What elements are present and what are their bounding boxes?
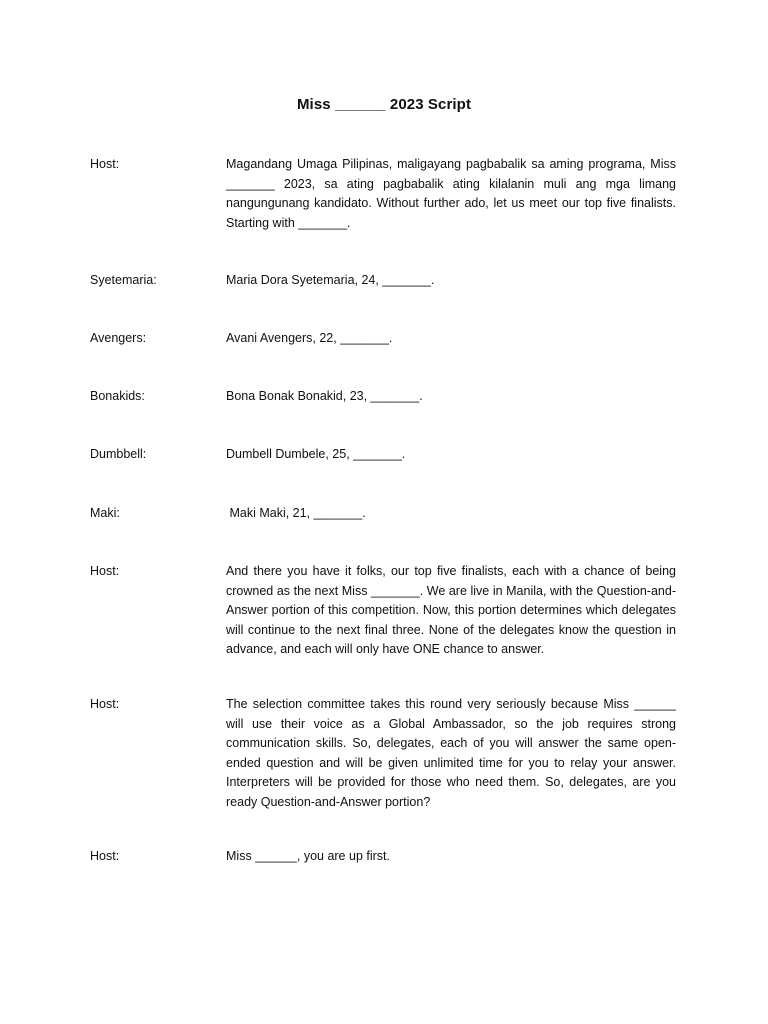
- dialogue-text: And there you have it folks, our top five finalists, each with a chance of being crowned as the next Miss _______. We are live in Manila, with the Question-and-Answer portion of this competition. Now, this portion determines which delegates will continue to the next final three. None of the delegates know the question in advance, and each will only have ONE chance to answer.: [226, 564, 676, 656]
- dialogue-text: Maria Dora Syetemaria, 24, _______.: [226, 273, 435, 287]
- dialogue-text: Miss ______, you are up first.: [226, 849, 390, 863]
- dialogue-text: The selection committee takes this round very seriously because Miss ______ will use their voice as a Global Ambassador, so the job requires strong communication skills. So, delegates, each of you will answer the same open-ended question and will be given unlimited time for you to relay your answer. Interpreters will be provided for those who need them. So, delegates, are you ready Question-and-Answer portion?: [226, 697, 676, 809]
- speaker-label: Maki:: [90, 506, 120, 520]
- speaker-label: Avengers:: [90, 331, 147, 345]
- speaker-label: Host:: [90, 697, 120, 711]
- dialogue-text: Dumbell Dumbele, 25, _______.: [226, 447, 406, 461]
- speaker-label: Host:: [90, 849, 120, 863]
- dialogue-text: Magandang Umaga Pilipinas, maligayang pagbabalik sa aming programa, Miss _______ 2023, sa ating pagbabalik ating kilalanin muli ang mga limang nangungunang kandidato. Without further ado, let us meet our top five finalists. Starting with _______.: [226, 157, 676, 230]
- dialogue-text: Avani Avengers, 22, _______.: [226, 331, 393, 345]
- speaker-label: Dumbbell:: [90, 447, 147, 461]
- document-title: Miss ______ 2023 Script: [296, 96, 472, 113]
- speaker-label: Syetemaria:: [90, 273, 157, 287]
- speaker-label: Host:: [90, 564, 120, 578]
- dialogue-text: Bona Bonak Bonakid, 23, _______.: [226, 389, 423, 403]
- dialogue-text: Maki Maki, 21, _______.: [226, 506, 366, 520]
- speaker-label: Host:: [90, 157, 120, 171]
- speaker-label: Bonakids:: [90, 389, 145, 403]
